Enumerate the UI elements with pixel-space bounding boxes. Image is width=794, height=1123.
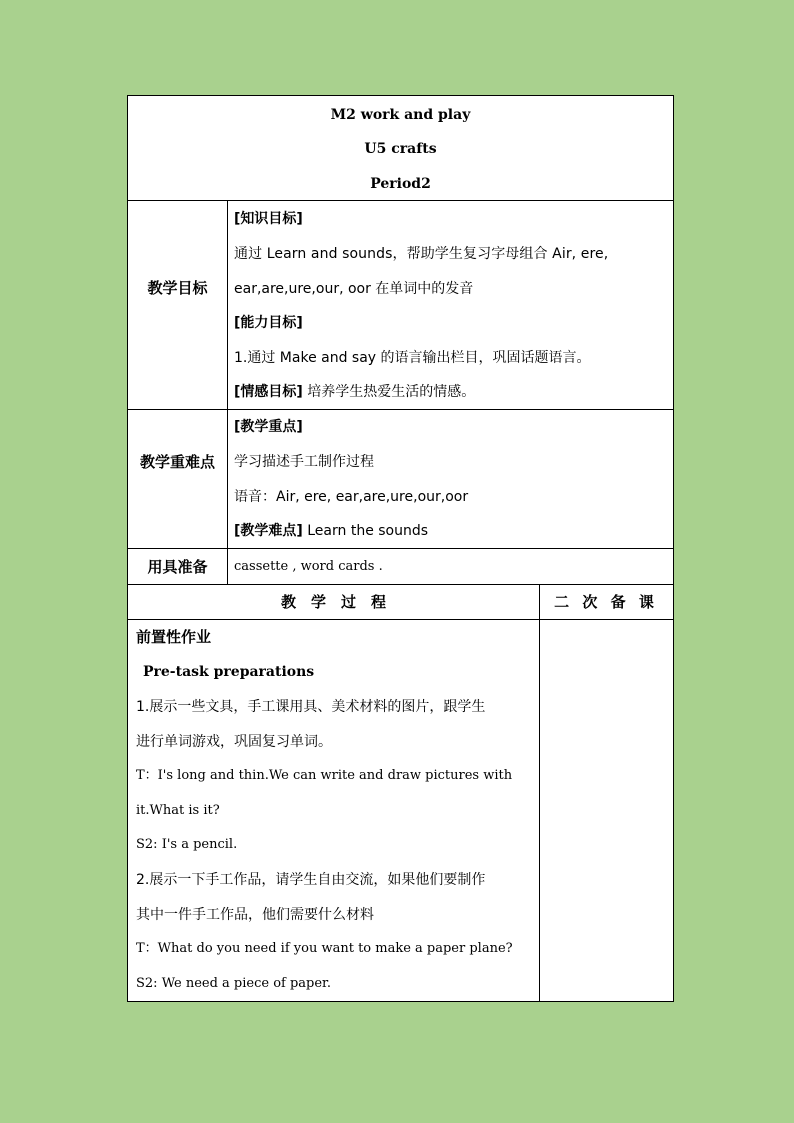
materials-label: 用具准备 xyxy=(147,558,208,576)
row-divider-header xyxy=(128,200,673,201)
ability-text: 1.通过 Make and say 的语言输出栏目，巩固话题语言。 xyxy=(234,350,591,366)
row-divider-process-header xyxy=(128,619,673,620)
header-period: Period2 xyxy=(370,176,431,192)
lesson-plan-page xyxy=(127,95,674,1002)
item1-line1: 1.展示一些文具，手工课用具、美术材料的图片，跟学生 xyxy=(136,699,486,715)
item1-line2: 进行单词游戏，巩固复习单词。 xyxy=(136,734,332,750)
keypoints-label: 教学重难点 xyxy=(139,453,215,471)
teacher-line-2: T：What do you need if you want to make a paper plane? xyxy=(136,941,513,956)
knowledge-text-2: ear,are,ure,our, oor 在单词中的发音 xyxy=(234,281,474,297)
row-divider-materials xyxy=(128,584,673,585)
header-module: M2 work and play xyxy=(330,107,471,123)
item2-line1: 2.展示一下手工作品，请学生自由交流，如果他们要制作 xyxy=(136,872,486,888)
student-line-1: S2: I's a pencil. xyxy=(136,837,238,852)
header-unit: U5 crafts xyxy=(364,141,437,157)
item2-line2: 其中一件手工作品，他们需要什么材料 xyxy=(136,907,374,923)
emotion-heading: [情感目标] xyxy=(234,384,303,400)
student-line-2: S2: We need a piece of paper. xyxy=(136,976,331,991)
difficulty-text: Learn the sounds xyxy=(302,523,429,539)
teacher-line-1b: it.What is it? xyxy=(136,803,220,818)
focus-text: 学习描述手工制作过程 xyxy=(234,454,374,470)
emotion-row xyxy=(234,382,475,402)
row-divider-objectives xyxy=(128,409,673,410)
knowledge-heading: [知识目标] xyxy=(234,211,303,227)
emotion-text: 培养学生热爱生活的情感。 xyxy=(302,384,476,400)
process-heading: 教 学 过 程 xyxy=(280,593,386,611)
teacher-line-1a: T：I's long and thin.We can write and draw pictures with xyxy=(136,768,513,783)
focus-heading: [教学重点] xyxy=(234,419,303,435)
col-divider-label xyxy=(227,200,228,584)
col-divider-side xyxy=(539,584,540,1001)
row-divider-keypoints xyxy=(128,548,673,549)
homework-heading: 前置性作业 xyxy=(136,628,212,646)
knowledge-text-1: 通过 Learn and sounds，帮助学生复习字母组合 Air, ere, xyxy=(234,246,609,262)
side-notes-heading: 二 次 备 课 xyxy=(554,593,658,611)
phonics-text: 语音：Air, ere, ear,are,ure,our,oor xyxy=(234,489,469,505)
pretask-heading: Pre-task preparations xyxy=(143,664,315,680)
ability-heading: [能力目标] xyxy=(234,315,303,331)
difficulty-row xyxy=(234,521,428,541)
difficulty-heading: [教学难点] xyxy=(234,523,303,539)
objectives-label: 教学目标 xyxy=(147,279,208,297)
materials-text: cassette , word cards . xyxy=(234,559,383,574)
